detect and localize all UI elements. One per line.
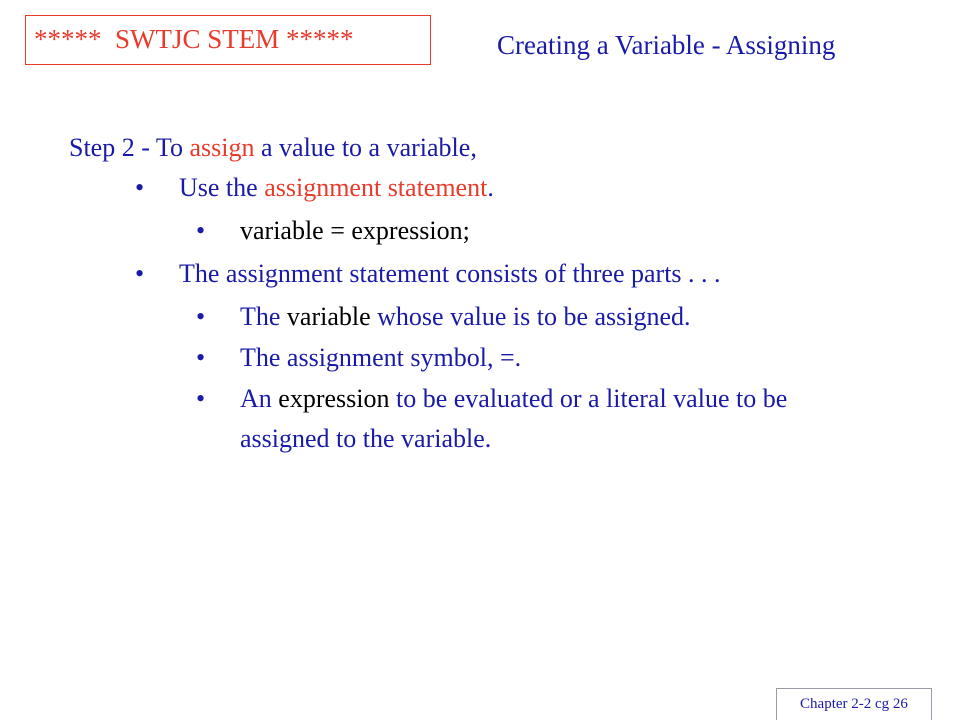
bullet-three-parts: The assignment statement consists of three parts . . .	[179, 259, 721, 288]
bullet-part-variable	[240, 302, 691, 332]
step-prefix: Step 2 - To	[69, 133, 190, 162]
b1-prefix: Use the	[179, 173, 265, 202]
b2s1-highlight: variable	[286, 302, 371, 331]
b2s3-prefix: An	[240, 384, 279, 413]
b2s3-suffix: to be evaluated or a literal value to be	[389, 384, 788, 413]
bullet-part-symbol: The assignment symbol, =.	[240, 343, 522, 372]
b1-suffix: .	[487, 173, 494, 202]
header-badge: ***** SWTJC STEM *****	[25, 15, 431, 65]
bullet-icon: •	[196, 384, 206, 413]
bullet-icon: •	[196, 302, 206, 331]
bullet-part-expression-continued: assigned to the variable.	[240, 424, 492, 453]
step-line	[69, 133, 477, 163]
bullet-icon: •	[135, 173, 145, 202]
slide-title: Creating a Variable - Assigning	[497, 30, 836, 60]
b2s3-highlight: expression	[278, 384, 390, 413]
bullet-use-assignment	[179, 173, 494, 203]
bullet-icon: •	[196, 216, 206, 245]
step-suffix: a value to a variable,	[254, 133, 477, 162]
bullet-syntax: variable = expression;	[240, 216, 470, 245]
bullet-part-expression	[240, 384, 787, 414]
step-highlight: assign	[189, 133, 255, 162]
footer-label: Chapter 2-2 cg 26	[776, 688, 932, 720]
bullet-icon: •	[135, 259, 145, 288]
b1-highlight: assignment statement	[264, 173, 488, 202]
b2s1-suffix: whose value is to be assigned.	[370, 302, 691, 331]
bullet-icon: •	[196, 343, 206, 372]
b2s1-prefix: The	[240, 302, 287, 331]
